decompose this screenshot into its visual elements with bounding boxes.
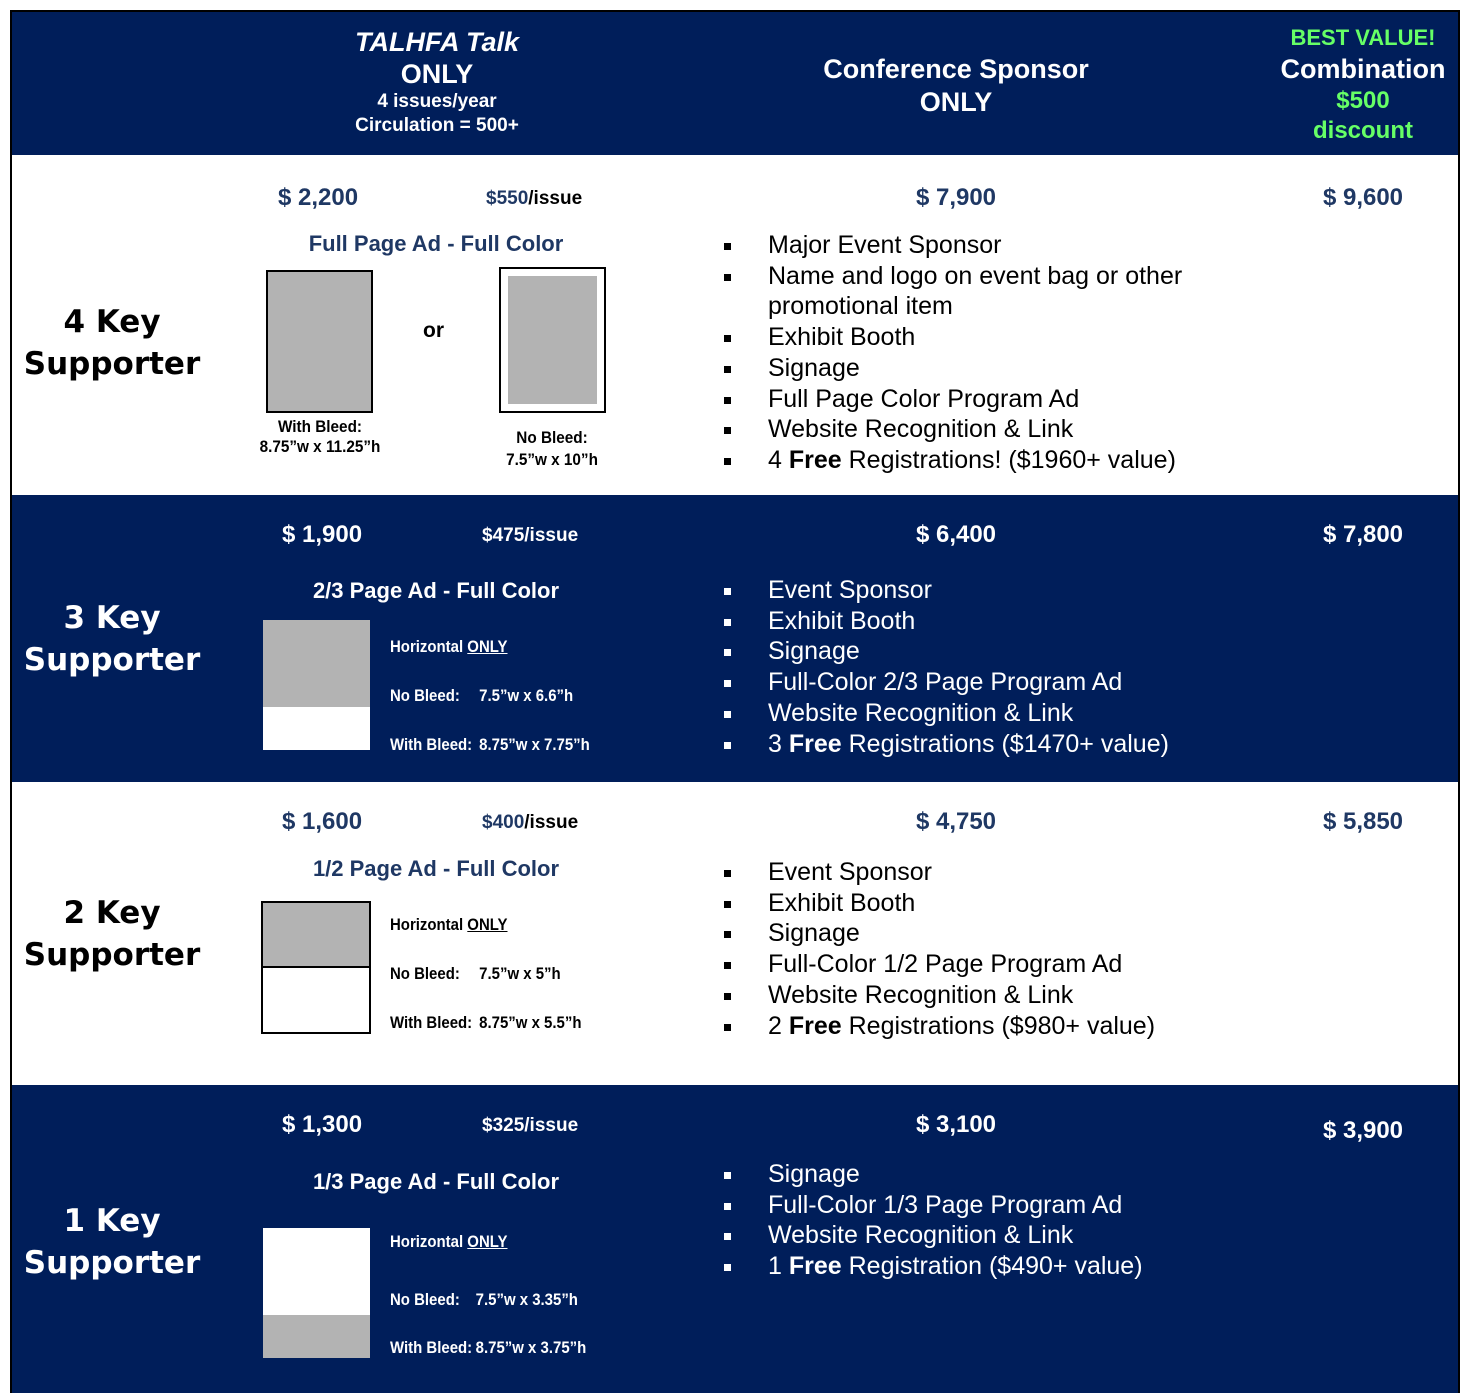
- benefit-item: Signage: [724, 1159, 1143, 1190]
- sponsorship-table: [10, 10, 1460, 1393]
- benefit-item: Exhibit Booth: [724, 888, 1155, 919]
- tier-label: 2 Key Supporter: [23, 895, 201, 973]
- with-bleed-spec: With Bleed: 8.75”w x 5.5”h: [390, 1013, 582, 1032]
- combo-price: $ 9,600: [1322, 184, 1404, 211]
- benefit-list: [724, 230, 1244, 476]
- conf-price: $ 7,900: [915, 184, 997, 211]
- ad-fill: [263, 1315, 370, 1358]
- talk-price: $ 1,300: [282, 1111, 363, 1138]
- combo-price: $ 7,800: [1322, 521, 1404, 548]
- per-issue-price: $550/issue: [486, 188, 583, 209]
- benefit-item: Full-Color 2/3 Page Program Ad: [724, 667, 1169, 698]
- talk-price: $ 2,200: [278, 184, 359, 211]
- talk-only: ONLY: [400, 59, 474, 89]
- ad-title: 1/3 Page Ad - Full Color: [312, 1169, 560, 1194]
- benefit-item: Exhibit Booth: [724, 606, 1169, 637]
- ad-fill: [263, 620, 370, 707]
- or-label: or: [423, 319, 444, 342]
- benefit-item: Name and logo on event bag or other promotional item: [724, 261, 1244, 322]
- talk-header: [237, 26, 637, 138]
- benefit-item: Signage: [724, 636, 1169, 667]
- tier-label: 3 Key Supporter: [23, 600, 201, 678]
- ad-fill: [263, 903, 369, 968]
- talk-price: $ 1,600: [282, 808, 363, 835]
- tier-label: 1 Key Supporter: [23, 1203, 201, 1281]
- combo-price: $ 5,850: [1322, 808, 1404, 835]
- third-page-preview: [263, 1228, 370, 1358]
- conf-price: $ 3,100: [915, 1111, 997, 1138]
- benefit-item: Signage: [724, 353, 1244, 384]
- tier-label: 4 Key Supporter: [23, 304, 201, 382]
- with-bleed-spec: With Bleed: 8.75”w x 3.75”h: [390, 1338, 587, 1357]
- half-page-preview: [261, 901, 371, 1034]
- benefit-list: [724, 575, 1169, 759]
- conf-only: ONLY: [919, 87, 993, 117]
- orientation-spec: Horizontal ONLY: [390, 915, 508, 934]
- two-thirds-page-preview: [263, 620, 370, 750]
- per-issue-price: $400/issue: [482, 812, 579, 833]
- benefit-item: Full Page Color Program Ad: [724, 384, 1244, 415]
- combo-header: [1263, 24, 1460, 146]
- per-issue-price: $475/issue: [482, 525, 579, 546]
- orientation-spec: Horizontal ONLY: [390, 1232, 508, 1251]
- benefit-list: [724, 857, 1155, 1041]
- no-bleed-spec: No Bleed: 7.5”w x 3.35”h: [390, 1290, 578, 1309]
- tier-row-2: [12, 782, 1458, 1085]
- discount-label: discount: [1313, 117, 1413, 144]
- benefit-item: Full-Color 1/2 Page Program Ad: [724, 949, 1155, 980]
- benefit-item: Signage: [724, 918, 1155, 949]
- benefit-item: Event Sponsor: [724, 857, 1155, 888]
- full-page-nobleed-preview: [499, 267, 606, 413]
- benefit-item: Website Recognition & Link: [724, 414, 1244, 445]
- no-bleed-spec: No Bleed: 7.5”w x 6.6”h: [390, 686, 574, 705]
- talk-price: $ 1,900: [282, 521, 363, 548]
- per-issue-price: $325/issue: [482, 1115, 579, 1136]
- combo-price: $ 3,900: [1322, 1117, 1404, 1144]
- conf-header: [756, 53, 1156, 119]
- with-bleed-spec: With Bleed: 8.75”w x 11.25”h: [259, 417, 381, 456]
- benefit-item: Exhibit Booth: [724, 322, 1244, 353]
- header-row: [12, 12, 1458, 155]
- benefit-item-registration: 1 Free Registration ($490+ value): [724, 1251, 1143, 1282]
- benefit-item-registration: 3 Free Registrations ($1470+ value): [724, 729, 1169, 760]
- talk-title: TALHFA Talk: [354, 27, 519, 57]
- conf-price: $ 6,400: [915, 521, 997, 548]
- tier-row-4: [12, 155, 1458, 495]
- full-page-bleed-preview: [266, 270, 373, 413]
- benefit-item: Full-Color 1/3 Page Program Ad: [724, 1190, 1143, 1221]
- tier-row-3: [12, 495, 1458, 782]
- with-bleed-spec: With Bleed: 8.75”w x 7.75”h: [390, 735, 590, 754]
- orientation-spec: Horizontal ONLY: [390, 637, 508, 656]
- conf-title: Conference Sponsor: [823, 54, 1089, 84]
- talk-issues: 4 issues/year: [377, 91, 497, 112]
- discount-amount: $500: [1336, 87, 1390, 114]
- benefit-item: Website Recognition & Link: [724, 980, 1155, 1011]
- ad-title: Full Page Ad - Full Color: [308, 231, 564, 256]
- benefit-item: Event Sponsor: [724, 575, 1169, 606]
- benefit-item-registration: 4 Free Registrations! ($1960+ value): [724, 445, 1244, 476]
- no-bleed-spec: No Bleed: 7.5”w x 10”h: [506, 428, 598, 469]
- conf-price: $ 4,750: [915, 808, 997, 835]
- talk-circulation: Circulation = 500+: [355, 115, 519, 136]
- no-bleed-spec: No Bleed: 7.5”w x 5”h: [390, 964, 561, 983]
- benefit-item: Website Recognition & Link: [724, 1220, 1143, 1251]
- tier-row-1: [12, 1085, 1458, 1393]
- benefit-item: Website Recognition & Link: [724, 698, 1169, 729]
- benefit-item: Major Event Sponsor: [724, 230, 1244, 261]
- best-value-label: BEST VALUE!: [1290, 25, 1436, 50]
- ad-title: 2/3 Page Ad - Full Color: [312, 578, 560, 603]
- ad-title: 1/2 Page Ad - Full Color: [312, 856, 560, 881]
- benefit-list: [724, 1159, 1143, 1282]
- combination-label: Combination: [1280, 54, 1446, 84]
- benefit-item-registration: 2 Free Registrations ($980+ value): [724, 1011, 1155, 1042]
